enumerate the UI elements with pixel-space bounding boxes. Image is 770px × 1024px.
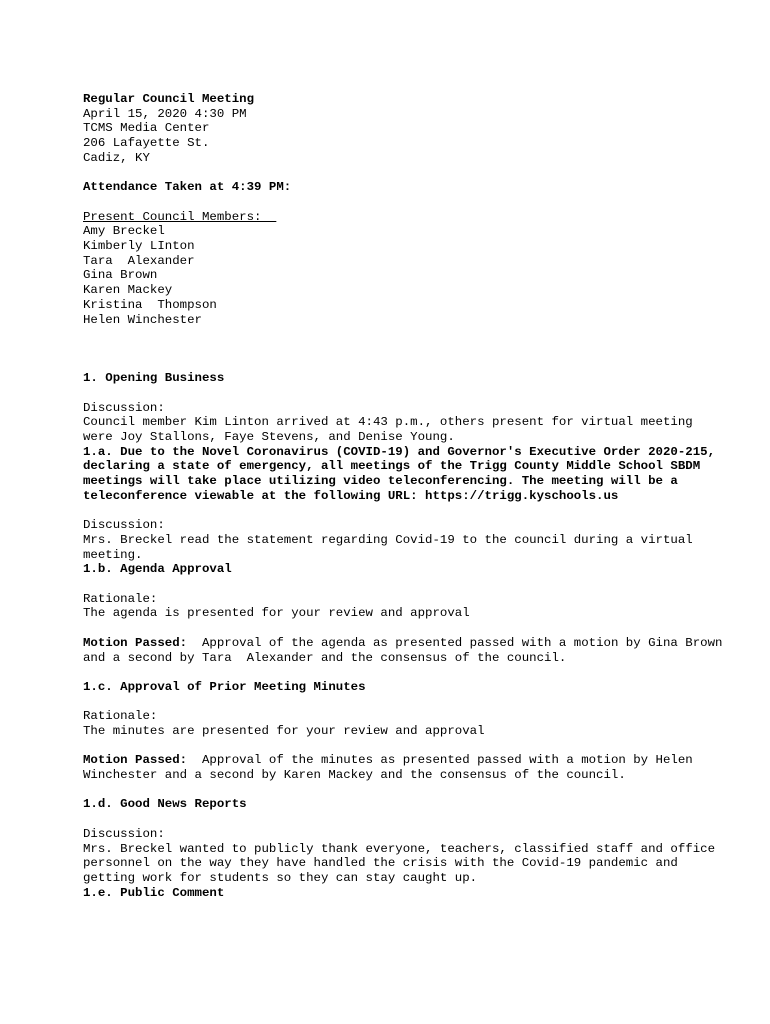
discussion-text: Mrs. Breckel wanted to publicly thank everyone, teachers, classified staff and office personnel on the way they have handled the crisis with the Covid-19 pandemic and getting work for students so they can stay caught up. (83, 841, 723, 885)
meeting-location: TCMS Media Center (83, 121, 210, 136)
rationale-text: The agenda is presented for your review and approval (83, 606, 470, 621)
rationale-text: The minutes are presented for your review and approval (83, 724, 485, 738)
meeting-date-time: April 15, 2020 4:30 PM (83, 106, 247, 121)
member-name: Amy Breckel (83, 224, 165, 239)
member-name: Tara Alexander (83, 253, 195, 268)
motion-paragraph (83, 635, 730, 665)
rationale-label: Rationale: (83, 709, 158, 724)
motion-text: Approval of the minutes as presented passed with a motion by Helen Winchester and a second by Karen Mackey and the consensus of the council. (83, 753, 701, 783)
motion-paragraph (83, 753, 723, 782)
meeting-title: Regular Council Meeting (83, 92, 255, 106)
motion-label: Motion Passed: (83, 635, 188, 650)
section-1b-title: 1.b. Agenda Approval (83, 562, 232, 577)
discussion-label: Discussion: (83, 826, 165, 841)
attendance-heading: Attendance Taken at 4:39 PM: (83, 180, 292, 195)
member-name: Kimberly LInton (83, 239, 195, 253)
discussion-label: Discussion: (83, 518, 165, 533)
discussion-label: Discussion: (83, 400, 165, 415)
motion-label: Motion Passed: (83, 753, 188, 768)
meeting-street: 206 Lafayette St. (83, 136, 210, 151)
member-name: Karen Mackey (83, 283, 173, 298)
section-1c-title: 1.c. Approval of Prior Meeting Minutes (83, 679, 366, 694)
member-name: Gina Brown (83, 268, 158, 283)
member-name: Helen Winchester (83, 312, 202, 327)
members-heading: Present Council Members: (83, 209, 277, 224)
motion-text: Approval of the agenda as presented passed with a motion by Gina Brown and a second by Tara Alexander and the consensus of the council. (83, 635, 730, 665)
meeting-city: Cadiz, KY (83, 150, 150, 165)
member-name: Kristina Thompson (83, 297, 217, 312)
section-1a-title: 1.a. Due to the Novel Coronavirus (COVID-19) and Governor's Executive Order 2020-215, declaring a state of emergency, all meetings of the Trigg County Middle School SBDM meetings will take place utilizing video teleconferencing. The meeting will be a teleconference viewable at the following URL: https://trigg.kyschools.us (83, 444, 723, 503)
meeting-minutes-document (83, 92, 730, 900)
rationale-label: Rationale: (83, 591, 158, 606)
section-opening-business: 1. Opening Business (83, 371, 225, 386)
section-1d-title: 1.d. Good News Reports (83, 797, 247, 812)
section-1e-title: 1.e. Public Comment (83, 885, 225, 900)
discussion-text: Council member Kim Linton arrived at 4:43 p.m., others present for virtual meeting were Joy Stallons, Faye Stevens, and Denise Young. (83, 415, 701, 445)
discussion-text: Mrs. Breckel read the statement regarding Covid-19 to the council during a virtual meeting. (83, 532, 701, 562)
